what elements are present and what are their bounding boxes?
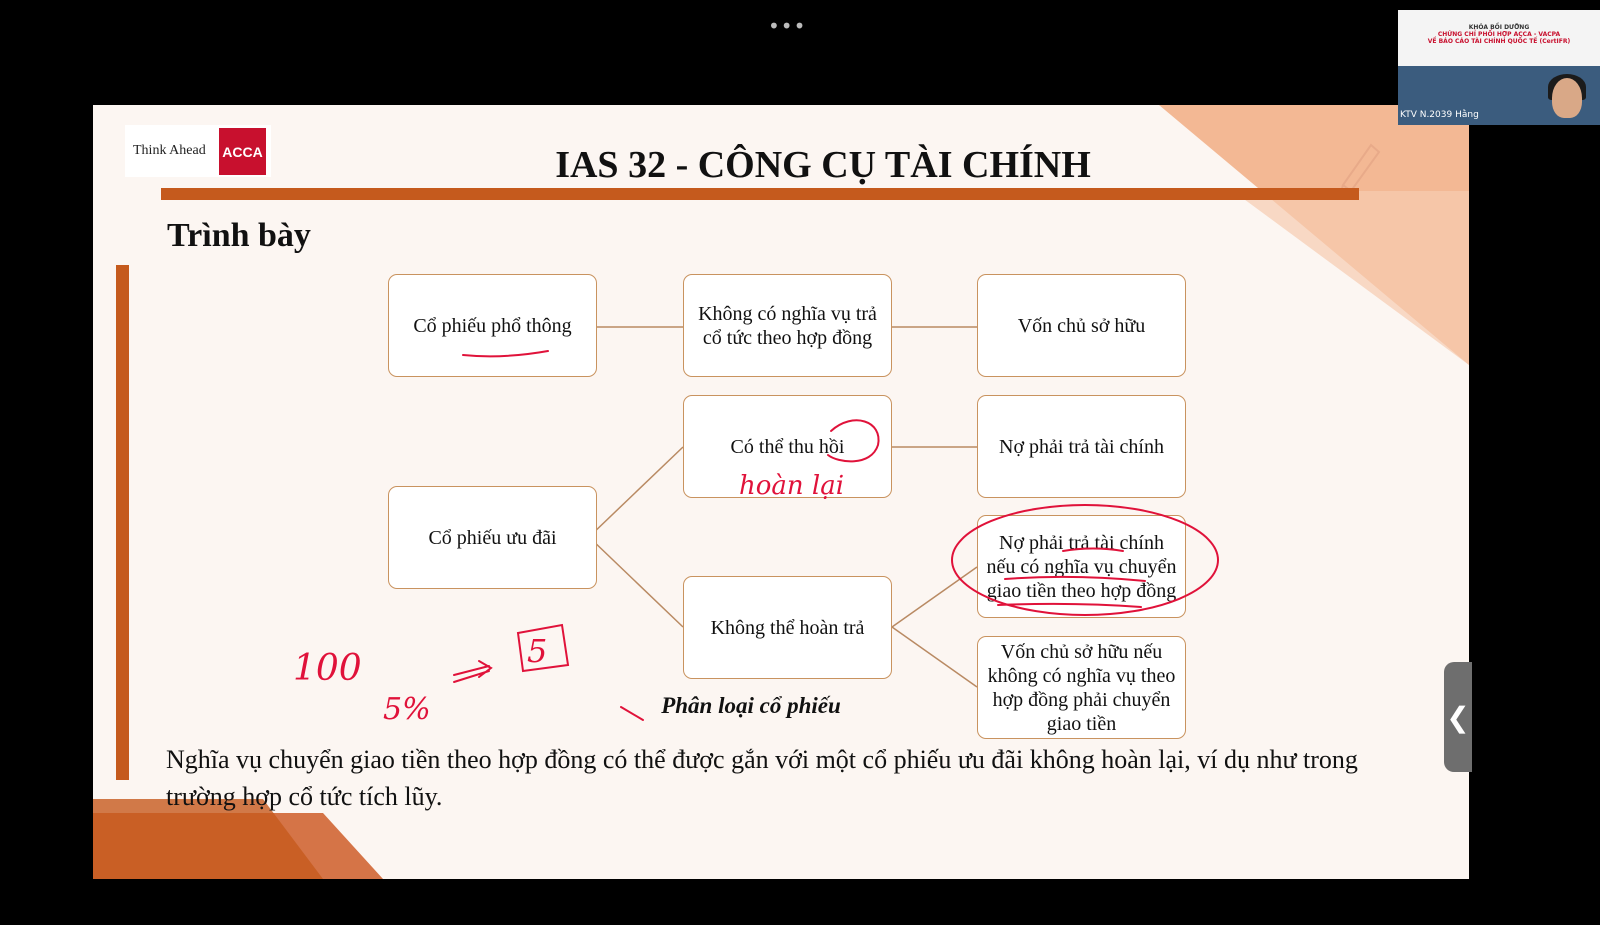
node-common-shares: Cổ phiếu phổ thông — [388, 274, 597, 377]
handwriting-100: 100 — [293, 648, 362, 689]
acca-logo-mark: ACCA — [219, 128, 266, 175]
handwriting-5-percent: 5% — [383, 692, 431, 727]
node-liability-if-obligation: Nợ phải trả tài chính nếu có nghĩa vụ chuyển giao tiền theo hợp đồng — [977, 515, 1186, 618]
banner-line-1: KHÓA BỒI DƯỠNG — [1468, 24, 1530, 31]
node-equity-if-no-obligation: Vốn chủ sở hữu nếu không có nghĩa vụ theo hợp đồng phải chuyển giao tiền — [977, 636, 1186, 739]
handwriting-hoan-lai: hoàn lại — [739, 471, 845, 501]
presentation-slide — [93, 105, 1469, 879]
participant-name: KTV N.2039 Hằng — [1400, 110, 1479, 120]
node-equity: Vốn chủ sở hữu — [977, 274, 1186, 377]
section-heading: Trình bày — [167, 217, 311, 254]
logo-tagline: Think Ahead — [133, 143, 206, 158]
banner-line-2: CHỨNG CHỈ PHỐI HỢP ACCA - VACPA — [1437, 31, 1561, 38]
thumbnail-banner — [1398, 10, 1600, 66]
body-paragraph: Nghĩa vụ chuyển giao tiền theo hợp đồng có thể được gắn với một cổ phiếu ưu đãi không hoàn lại, ví dụ như trong trường hợp cổ tức tích lũy. — [166, 745, 1358, 811]
node-no-dividend-obligation: Không có nghĩa vụ trả cổ tức theo hợp đồng — [683, 274, 892, 377]
slide-title: IAS 32 - CÔNG CỤ TÀI CHÍNH — [555, 144, 1091, 186]
node-financial-liability: Nợ phải trả tài chính — [977, 395, 1186, 498]
node-preference-shares: Cổ phiếu ưu đãi — [388, 486, 597, 589]
participant-avatar — [1552, 78, 1582, 118]
participant-video-thumbnail[interactable] — [1398, 10, 1600, 125]
handwriting-5: 5 — [527, 632, 548, 670]
window-menu-dots[interactable]: ••• — [768, 14, 807, 38]
chevron-left-icon: ❮ — [1446, 700, 1470, 734]
node-irredeemable: Không thể hoàn trả — [683, 576, 892, 679]
banner-line-3: VỀ BÁO CÁO TÀI CHÍNH QUỐC TẾ (CertIFR) — [1427, 38, 1571, 45]
side-panel-toggle[interactable] — [1444, 662, 1472, 772]
node-redeemable: Có thể thu hồi — [683, 395, 892, 498]
diagram-caption: Phân loại cổ phiếu — [661, 693, 841, 718]
